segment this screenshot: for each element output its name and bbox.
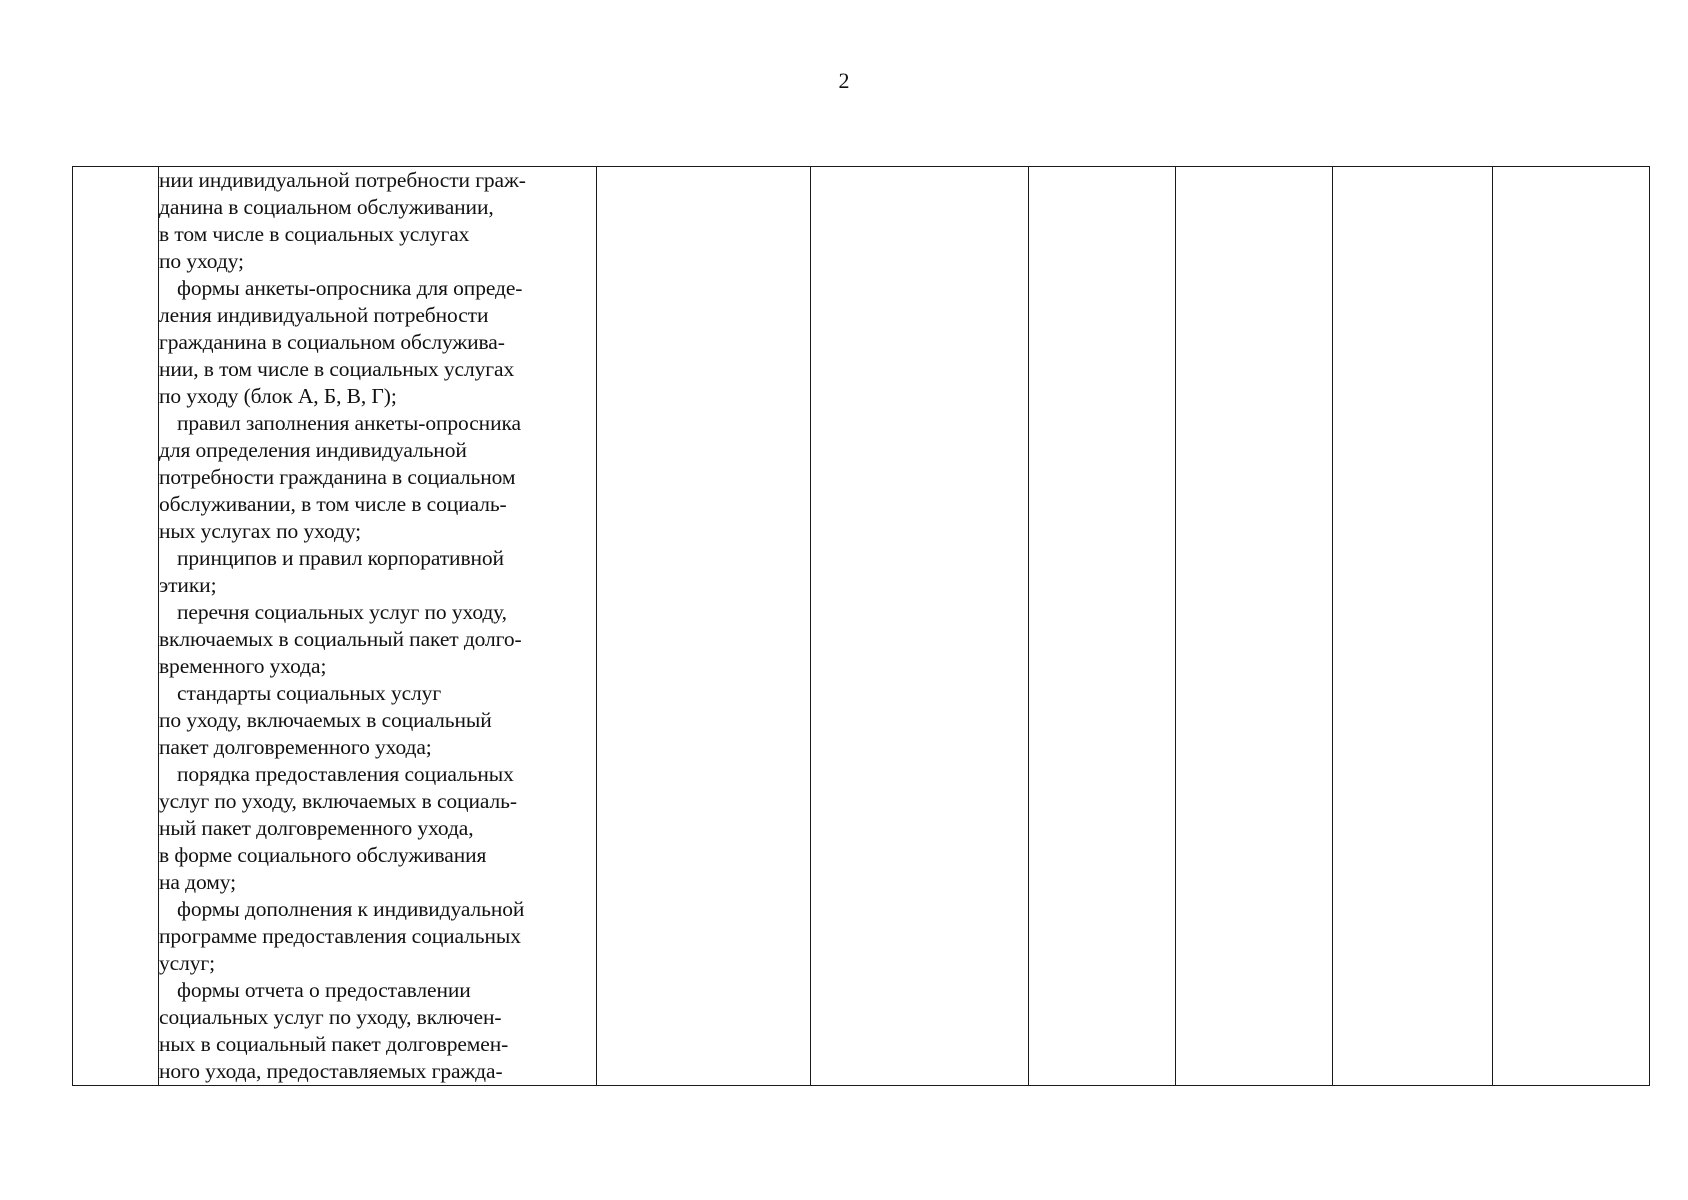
text-line: на дому; (159, 870, 236, 894)
text-line: по уходу; (159, 249, 244, 273)
text-line: формы отчета о предоставлении (177, 978, 471, 1002)
table-cell-description (159, 167, 597, 1086)
text-line: данина в социальном обслуживании, (159, 195, 494, 219)
text-line: формы анкеты-опросника для опреде- (177, 276, 523, 300)
text-line: ления индивидуальной потребности (159, 303, 489, 327)
text-line: по уходу (блок А, Б, В, Г); (159, 384, 397, 408)
text-line: порядка предоставления социальных (177, 762, 514, 786)
text-line: перечня социальных услуг по уходу, (177, 600, 507, 624)
text-line: для определения индивидуальной (159, 438, 467, 462)
text-line: программе предоставления социальных (159, 924, 521, 948)
text-line: ных в социальный пакет долговремен- (159, 1032, 509, 1056)
table-cell-empty (811, 167, 1029, 1086)
text-line: потребности гражданина в социальном (159, 465, 516, 489)
table-cell-empty (1333, 167, 1493, 1086)
text-line: по уходу, включаемых в социальный (159, 708, 492, 732)
table-cell-number (73, 167, 159, 1086)
text-line: включаемых в социальный пакет долго- (159, 627, 522, 651)
text-line: формы дополнения к индивидуальной (177, 897, 525, 921)
description-text (159, 167, 596, 1085)
text-line: нии индивидуальной потребности граж- (159, 168, 526, 192)
text-line: в форме социального обслуживания (159, 843, 487, 867)
text-line: принципов и правил корпоративной (177, 546, 504, 570)
table-row (73, 167, 1650, 1086)
text-line: ный пакет долговременного ухода, (159, 816, 474, 840)
table-cell-empty (1176, 167, 1333, 1086)
text-line: ного ухода, предоставляемых гражда- (159, 1059, 503, 1083)
text-line: стандарты социальных услуг (177, 681, 442, 705)
text-line: услуг; (159, 951, 215, 975)
document-table (72, 166, 1650, 1086)
text-line: услуг по уходу, включаемых в социаль- (159, 789, 517, 813)
text-line: социальных услуг по уходу, включен- (159, 1005, 502, 1029)
text-line: ных услугах по уходу; (159, 519, 362, 543)
table-cell-empty (1029, 167, 1176, 1086)
text-line: гражданина в социальном обслужива- (159, 330, 505, 354)
page-number: 2 (838, 68, 850, 93)
text-line: нии, в том числе в социальных услугах (159, 357, 515, 381)
text-line: правил заполнения анкеты-опросника (177, 411, 521, 435)
text-line: пакет долговременного ухода; (159, 735, 432, 759)
text-line: этики; (159, 573, 217, 597)
table-cell-empty (597, 167, 811, 1086)
text-line: в том числе в социальных услугах (159, 222, 470, 246)
text-line: временного ухода; (159, 654, 327, 678)
text-line: обслуживании, в том числе в социаль- (159, 492, 507, 516)
table-cell-empty (1493, 167, 1650, 1086)
